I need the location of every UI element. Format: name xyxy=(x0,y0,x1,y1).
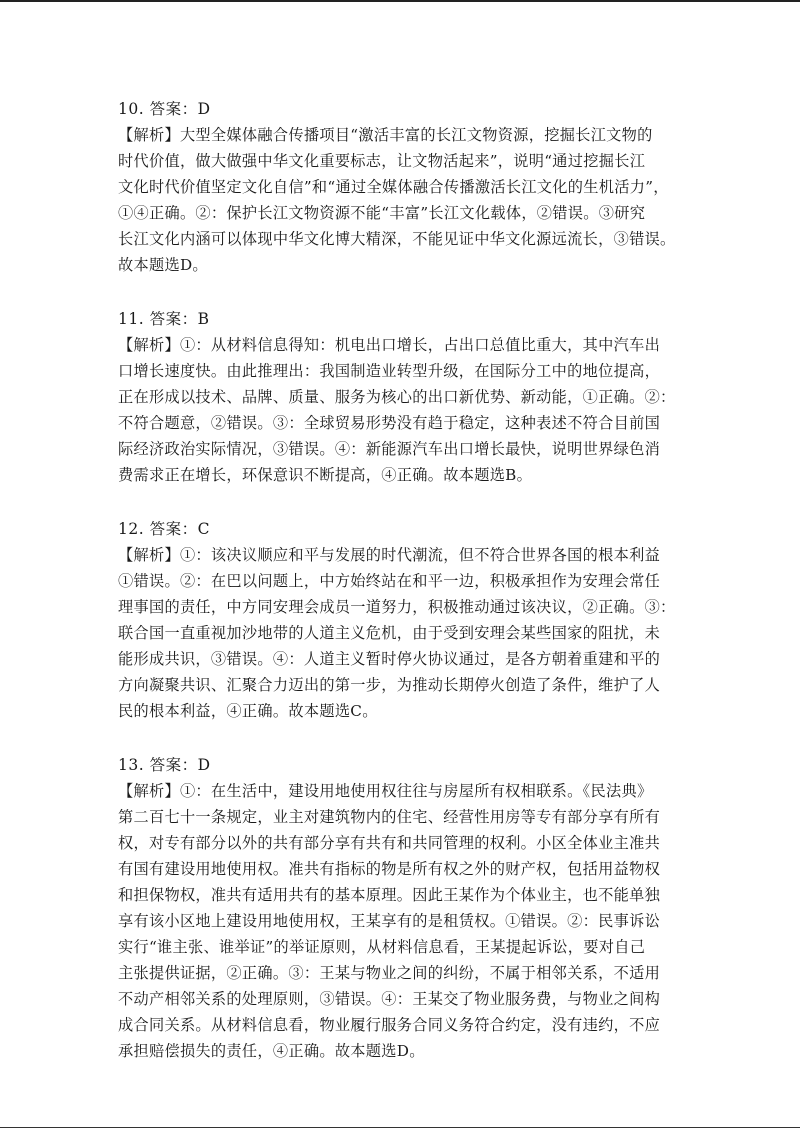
answer-11-line: 【解析】①：从材料信息得知：机电出口增长，占出口总值比重大，其中汽车出 xyxy=(118,336,661,354)
answer-13-line: 和担保物权，准共有适用共有的基本原理。因此王某作为个体业主，也不能单独 xyxy=(118,886,661,904)
answer-11-title: 11. 答案：B xyxy=(118,310,210,328)
answer-12-line: 能形成共识，③错误。④：人道主义暂时停火协议通过，是各方朝着重建和平的 xyxy=(118,650,661,668)
answer-13-line: 主张提供证据，②正确。③：王某与物业之间的纠纷，不属于相邻关系，不适用 xyxy=(118,964,661,982)
bottom-border-line xyxy=(0,1127,800,1128)
answer-12-line: 联合国一直重视加沙地带的人道主义危机，由于受到安理会某些国家的阻扰，未 xyxy=(118,624,661,642)
answer-13-line: 承担赔偿损失的责任，④正确。故本题选D。 xyxy=(118,1042,425,1060)
answer-12-line: ①错误。②：在巴以问题上，中方始终站在和平一边，积极承担作为安理会常任 xyxy=(118,572,661,590)
answer-13-line: 享有该小区地上建设用地使用权，王某享有的是租赁权。①错误。②：民事诉讼 xyxy=(118,912,661,930)
answer-13-title: 13. 答案：D xyxy=(118,756,211,774)
answer-10-line: ①④正确。②：保护长江文物资源不能“丰富”长江文化载体，②错误。③研究 xyxy=(118,204,646,222)
answer-11 xyxy=(118,306,698,488)
answer-10-line: 【解析】大型全媒体融合传播项目“激活丰富的长江文物资源，挖掘长江文物的 xyxy=(118,126,653,144)
answer-13-line: 第二百七十一条规定，业主对建筑物内的住宅、经营性用房等专有部分享有所有 xyxy=(118,808,661,826)
answer-10-line: 文化时代价值坚定文化自信”和“通过全媒体融合传播激活长江文化的生机活力”， xyxy=(118,178,669,196)
answer-13-line: 成合同关系。从材料信息看，物业履行服务合同义务符合约定，没有违约，不应 xyxy=(118,1016,661,1034)
answer-10-title: 10. 答案：D xyxy=(118,100,211,118)
answer-13-line: 有国有建设用地使用权。准共有指标的物是所有权之外的财产权，包括用益物权 xyxy=(118,860,661,878)
answer-10-line: 时代价值，做大做强中华文化重要标志，让文物活起来”，说明“通过挖掘长江 xyxy=(118,152,646,170)
answer-13-line: 实行“谁主张、谁举证”的举证原则，从材料信息看，王某提起诉讼，要对自己 xyxy=(118,938,646,956)
section-spacer xyxy=(118,278,698,306)
answer-13-line: 【解析】①：在生活中，建设用地使用权往往与房屋所有权相联系。《民法典》 xyxy=(118,782,653,800)
section-spacer xyxy=(118,488,698,516)
answer-10 xyxy=(118,96,698,278)
answer-11-line: 费需求正在增长，环保意识不断提高，④正确。故本题选B。 xyxy=(118,466,533,484)
answer-11-line: 正在形成以技术、品牌、质量、服务为核心的出口新优势、新动能，①正确。②： xyxy=(118,388,676,406)
answer-13 xyxy=(118,752,698,1064)
answer-explanations xyxy=(118,96,698,1064)
top-border-line xyxy=(0,0,800,2)
answer-11-line: 际经济政治实际情况，③错误。④：新能源汽车出口增长最快，说明世界绿色消 xyxy=(118,440,661,458)
answer-13-line: 不动产相邻关系的处理原则，③错误。④：王某交了物业服务费，与物业之间构 xyxy=(118,990,661,1008)
answer-10-line: 故本题选D。 xyxy=(118,256,208,274)
answer-12-line: 方向凝聚共识、汇聚合力迈出的第一步，为推动长期停火创造了条件，维护了人 xyxy=(118,676,661,694)
section-spacer xyxy=(118,724,698,752)
answer-11-line: 口增长速度快。由此推理出：我国制造业转型升级，在国际分工中的地位提高， xyxy=(118,362,661,380)
answer-12-title: 12. 答案：C xyxy=(118,520,210,538)
answer-13-line: 权，对专有部分以外的共有部分享有共有和共同管理的权利。小区全体业主准共 xyxy=(118,834,661,852)
answer-12-line: 理事国的责任，中方同安理会成员一道努力，积极推动通过该决议，②正确。③： xyxy=(118,598,676,616)
answer-11-line: 不符合题意，②错误。③：全球贸易形势没有趋于稳定，这种表述不符合目前国 xyxy=(118,414,661,432)
answer-12 xyxy=(118,516,698,724)
answer-12-line: 民的根本利益，④正确。故本题选C。 xyxy=(118,702,378,720)
answer-10-line: 长江文化内涵可以体现中华文化博大精深，不能见证中华文化源远流长，③错误。 xyxy=(118,230,676,248)
answer-12-line: 【解析】①：该决议顺应和平与发展的时代潮流，但不符合世界各国的根本利益 xyxy=(118,546,661,564)
